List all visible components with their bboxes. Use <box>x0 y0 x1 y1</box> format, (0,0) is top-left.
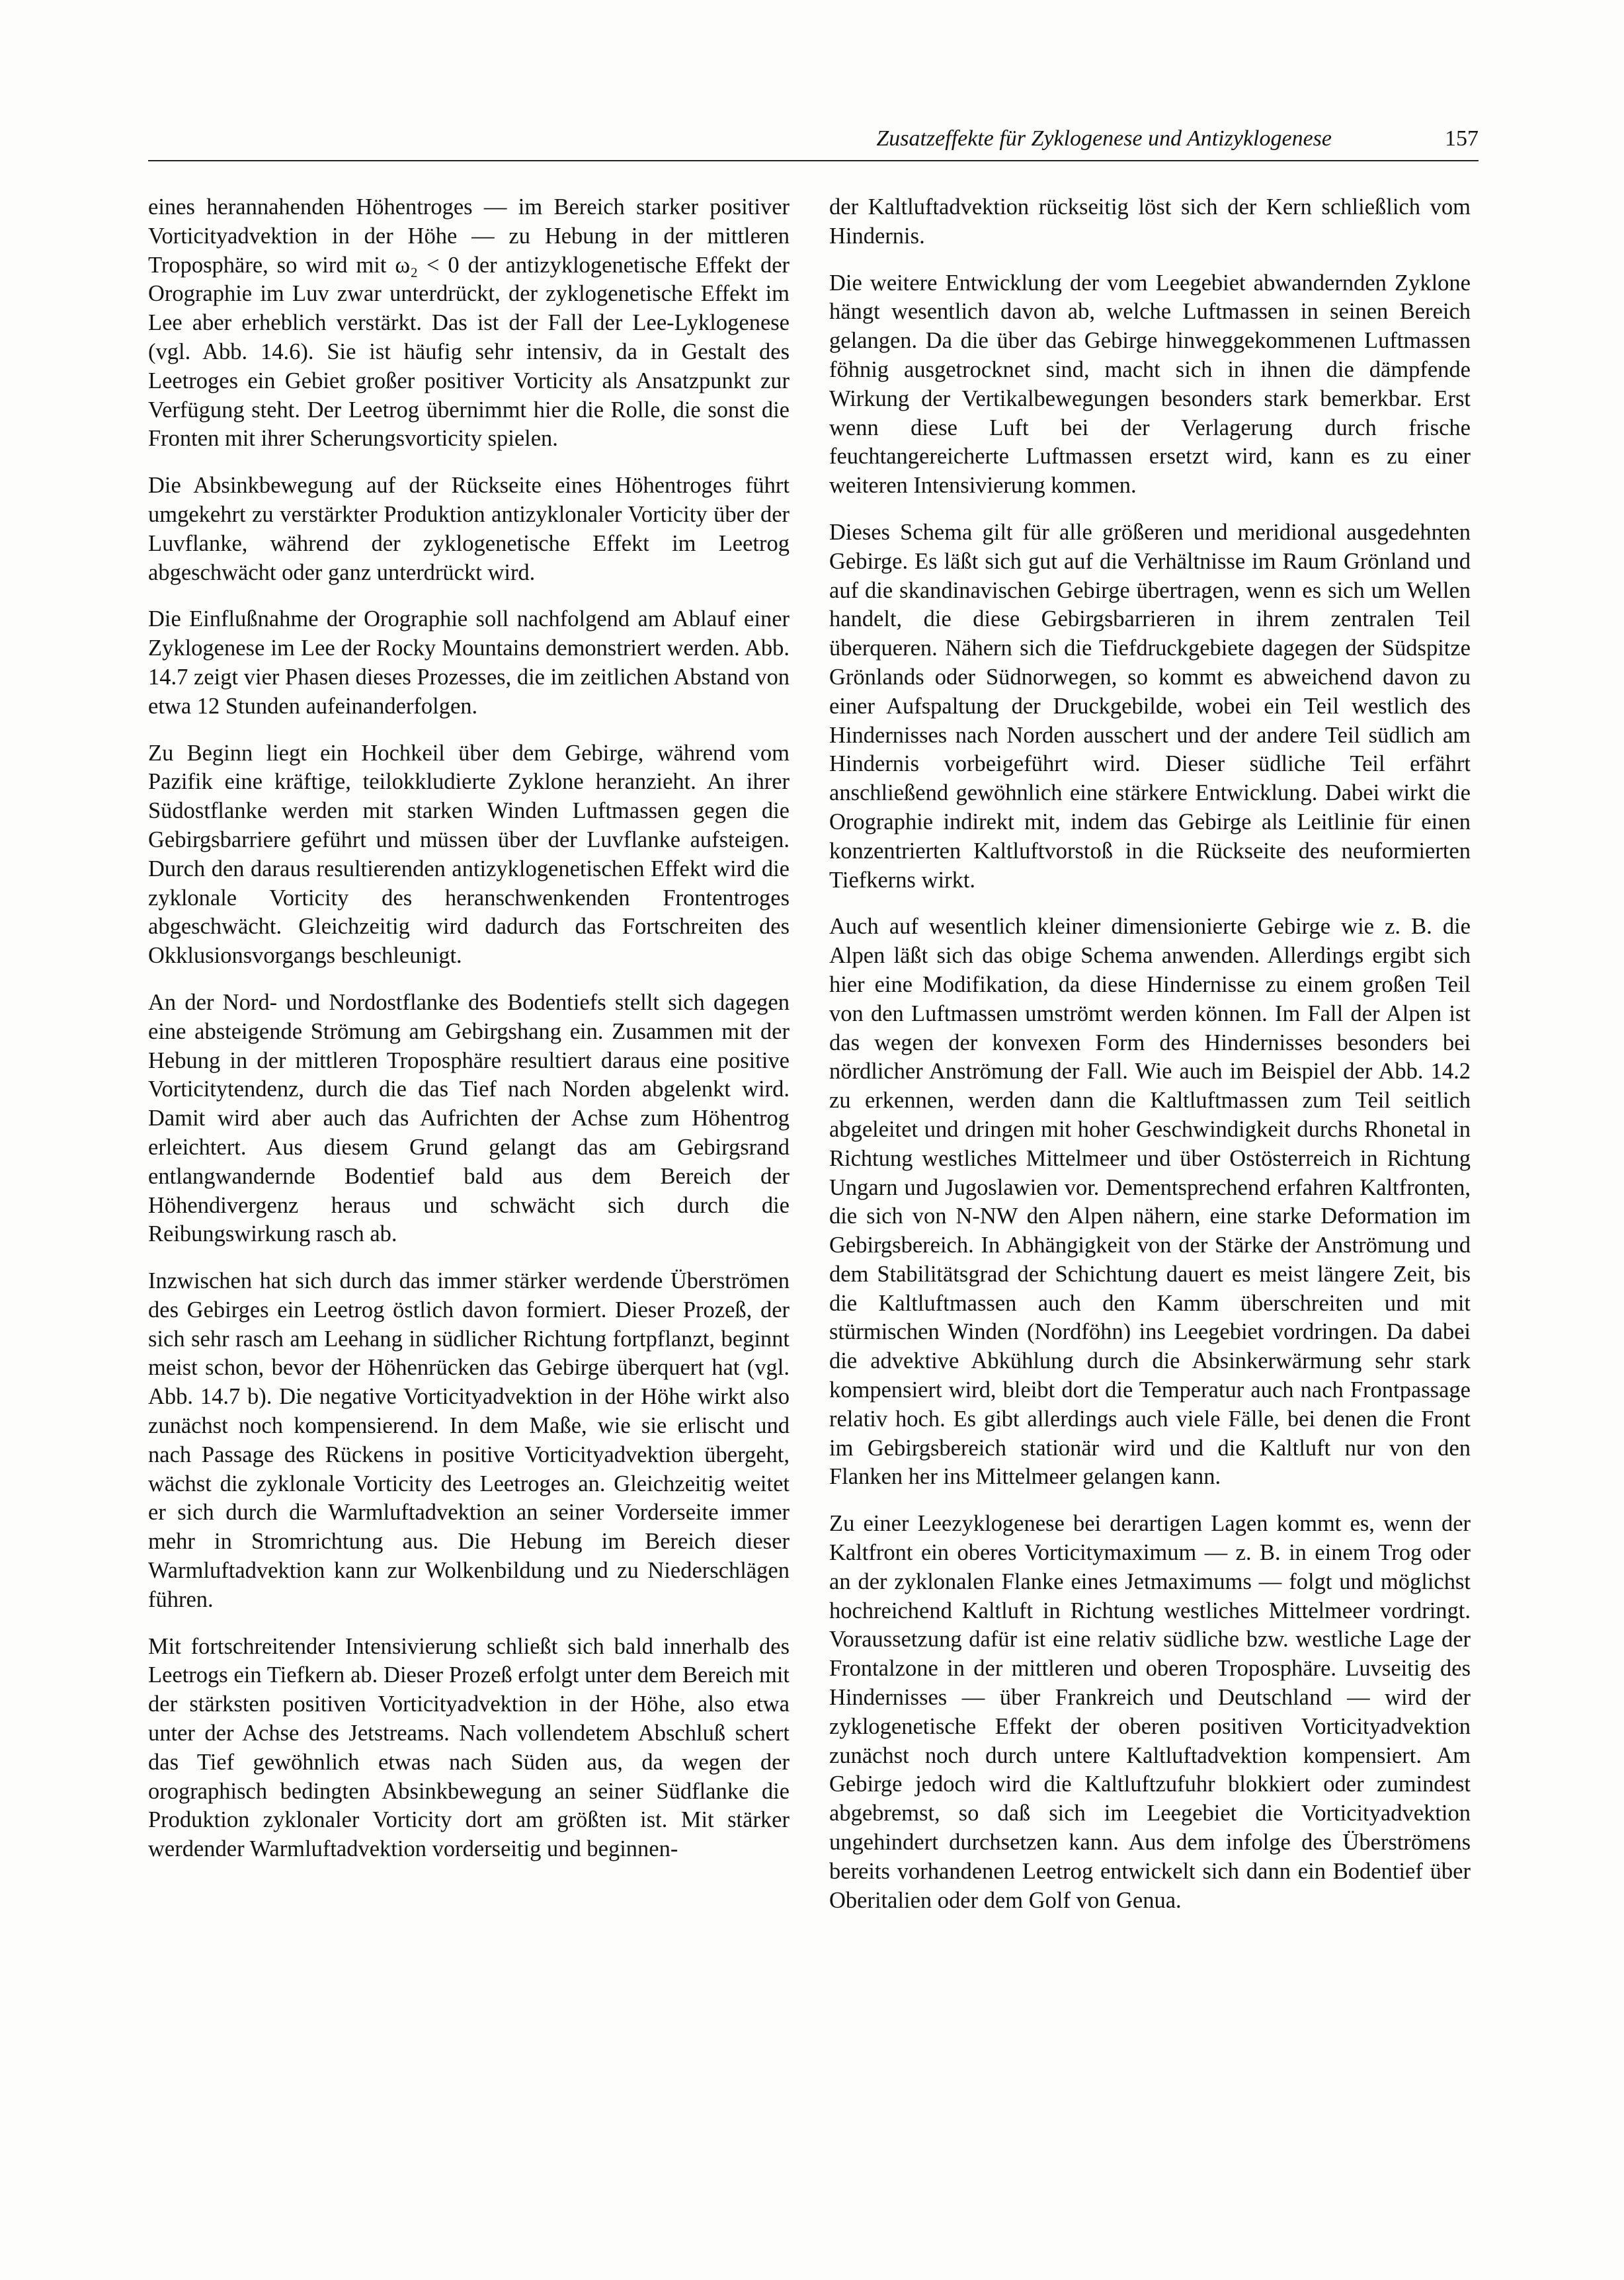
paragraph: An der Nord- und Nordostflanke des Bodentiefs stellt sich dagegen eine absteigende Strömung am Gebirgshang ein. Zusammen mit der Hebung in der mittleren Troposphäre resultiert daraus eine positive Vorticitytendenz, durch die das Tief nach Norden abgelenkt wird. Damit wird aber auch das Aufrichten der Achse zum Höhentrog erleichtert. Aus diesem Grund gelangt das am Gebirgsrand entlangwandernde Bodentief bald aus dem Bereich der Höhendivergenz heraus und schwächt sich durch die Reibungswirkung rasch ab. <box>148 989 790 1247</box>
paragraph: eines herannahenden Höhentroges — im Bereich starker positiver Vorticityadvektion in der Höhe — zu Hebung in der mittleren Troposphäre, so wird mit ω₂ < 0 der antizyklogenetische Effekt der Orographie im Luv zwar unterdrückt, der zyklogenetische Effekt im Lee aber erheblich verstärkt. Das ist der Fall der Lee-Lyklogenese (vgl. Abb. 14.6). Sie ist häufig sehr intensiv, da in Gestalt des Leetroges ein Gebiet großer positiver Vorticity als Ansatzpunkt zur Verfügung steht. Der Leetrog übernimmt hier die Rolle, die sonst die Fronten mit ihrer Scherungsvorticity spielen. <box>148 194 790 452</box>
right-column <box>829 193 1471 1933</box>
paragraph: Die Einflußnahme der Orographie soll nachfolgend am Ablauf einer Zyklogenese im Lee der Rocky Mountains demonstriert werden. Abb. 14.7 zeigt vier Phasen dieses Prozesses, die im zeitlichen Abstand von etwa 12 Stunden aufeinanderfolgen. <box>148 606 790 719</box>
left-column <box>148 193 790 1882</box>
page-header <box>148 123 1479 161</box>
paragraph: der Kaltluftadvektion rückseitig löst sich der Kern schließlich vom Hindernis. <box>829 194 1471 249</box>
paragraph: Zu Beginn liegt ein Hochkeil über dem Gebirge, während vom Pazifik eine kräftige, teilokkludierte Zyklone heranzieht. An ihrer Südostflanke werden mit starken Winden Luftmassen gegen die Gebirgsbarriere geführt und müssen über der Luvflanke aufsteigen. Durch den daraus resultierenden antizyklogenetischen Effekt wird die zyklonale Vorticity des heranschwenkenden Frontentroges abgeschwächt. Gleichzeitig wird dadurch das Fortschreiten des Okklusionsvorgangs beschleunigt. <box>148 740 790 969</box>
paragraph: Inzwischen hat sich durch das immer stärker werdende Überströmen des Gebirges ein Leetrog östlich davon formiert. Dieser Prozeß, der sich sehr rasch am Leehang in südlicher Richtung fortpflanzt, beginnt meist schon, bevor der Höhenrücken das Gebirge überquert hat (vgl. Abb. 14.7 b). Die negative Vorticityadvektion in der Höhe wirkt also zunächst noch kompensierend. In dem Maße, wie sie erlischt und nach Passage des Rückens in positive Vorticityadvektion übergeht, wächst die zyklonale Vorticity des Leetroges an. Gleichzeitig weitet er sich durch die Warmluftadvektion an seiner Vorderseite immer mehr in Stromrichtung aus. Die Hebung im Bereich dieser Warmluftadvektion kann zur Wolkenbildung und zu Niederschlägen führen. <box>148 1268 790 1612</box>
paragraph: Mit fortschreitender Intensivierung schließt sich bald innerhalb des Leetrogs ein Tiefkern ab. Dieser Prozeß erfolgt unter dem Bereich mit der stärksten positiven Vorticityadvektion in der Höhe, also etwa unter der Achse des Jetstreams. Nach vollendetem Abschluß schert das Tief gewöhnlich etwas nach Süden aus, da wegen der orographisch bedingten Absinkbewegung an seiner Südflanke die Produktion zyklonaler Vorticity dort am größten ist. Mit stärker werdender Warmluftadvektion vorderseitig und beginnen- <box>148 1633 790 1862</box>
page-number: 157 <box>1445 126 1479 151</box>
paragraph: Zu einer Leezyklogenese bei derartigen Lagen kommt es, wenn der Kaltfront ein oberes Vorticitymaximum — z. B. in einem Trog oder an der zyklonalen Flanke eines Jetmaximums — folgt und möglichst hochreichend Kaltluft in Richtung westliches Mittelmeer vordringt. Voraussetzung dafür ist eine relativ südliche bzw. westliche Lage der Frontalzone in der mittleren und oberen Troposphäre. Luvseitig des Hindernisses — über Frankreich und Deutschland — wird der zyklogenetische Effekt der oberen positiven Vorticityadvektion zunächst noch durch untere Kaltluftadvektion kompensiert. Am Gebirge jedoch wird die Kaltluftzufuhr blokkiert oder zumindest abgebremst, so daß sich im Leegebiet die Vorticityadvektion ungehindert durchsetzen kann. Aus dem infolge des Überströmens bereits vorhandenen Leetrog entwickelt sich dann ein Bodentief über Oberitalien oder dem Golf von Genua. <box>829 1511 1471 1913</box>
paragraph: Die Absinkbewegung auf der Rückseite eines Höhentroges führt umgekehrt zu verstärkter Produktion antizyklonaler Vorticity über der Luvflanke, während der zyklogenetische Effekt im Leetrog abgeschwächt oder ganz unterdrückt wird. <box>148 473 790 585</box>
paragraph: Auch auf wesentlich kleiner dimensionierte Gebirge wie z. B. die Alpen läßt sich das obige Schema anwenden. Allerdings ergibt sich hier eine Modifikation, da diese Hindernisse zu einem großen Teil von den Luftmassen umströmt werden können. Im Fall der Alpen ist das wegen der konvexen Form des Hindernisses besonders bei nördlicher Anströmung der Fall. Wie auch im Beispiel der Abb. 14.2 zu erkennen, werden dann die Kaltluftmassen zum Teil seitlich abgeleitet und dringen mit hoher Geschwindigkeit durchs Rhonetal in Richtung westliches Mittelmeer und über Ostösterreich in Richtung Ungarn und Jugoslawien vor. Dementsprechend erfahren Kaltfronten, die sich von N-NW den Alpen nähern, eine starke Deformation im Gebirgsbereich. In Abhängigkeit von der Stärke der Anströmung und dem Stabilitätsgrad der Schichtung dauert es meist längere Zeit, bis die Kaltluftmassen auch den Kamm überschreiten und mit stürmischen Winden (Nordföhn) ins Leegebiet vordringen. Da dabei die advektive Abkühlung durch die Absinkerwärmung sehr stark kompensiert wird, bleibt dort die Temperatur auch nach Frontpassage relativ hoch. Es gibt allerdings auch viele Fälle, bei denen die Front im Gebirgsbereich stationär wird und die Kaltluft nur von den Flanken her ins Mittelmeer gelangen kann. <box>829 914 1471 1490</box>
paragraph: Dieses Schema gilt für alle größeren und meridional ausgedehnten Gebirge. Es läßt sich gut auf die Verhältnisse im Raum Grönland und auf die skandinavischen Gebirge übertragen, wenn es sich um Wellen handelt, die diese Gebirgsbarrieren in ihrem zentralen Teil überqueren. Nähern sich die Tiefdruckgebiete dagegen der Südspitze Grönlands oder Südnorwegen, so kommt es abweichend davon zu einer Aufspaltung der Druckgebilde, wobei ein Teil westlich des Hindernisses nach Norden ausschert und der andere Teil südlich am Hindernis vorbeigeführt wird. Dieser südliche Teil erfährt anschließend gewöhnlich eine stärkere Entwicklung. Dabei wirkt die Orographie indirekt mit, indem das Gebirge als Leitlinie für einen konzentrierten Kaltluftvorstoß in die Rückseite des neuformierten Tiefkerns wirkt. <box>829 519 1471 893</box>
paragraph: Die weitere Entwicklung der vom Leegebiet abwandernden Zyklone hängt wesentlich davon ab, welche Luftmassen in seinen Bereich gelangen. Da die über das Gebirge hinweggekommenen Luftmassen föhnig ausgetrocknet sind, macht sich in ihnen die dämpfende Wirkung der Vertikalbewegungen besonders stark bemerkbar. Erst wenn diese Luft bei der Verlagerung durch frische feuchtangereicherte Luftmassen ersetzt wird, kann es zu einer weiteren Intensivierung kommen. <box>829 270 1471 499</box>
running-title: Zusatzeffekte für Zyklogenese und Antizyklogenese <box>876 126 1332 151</box>
